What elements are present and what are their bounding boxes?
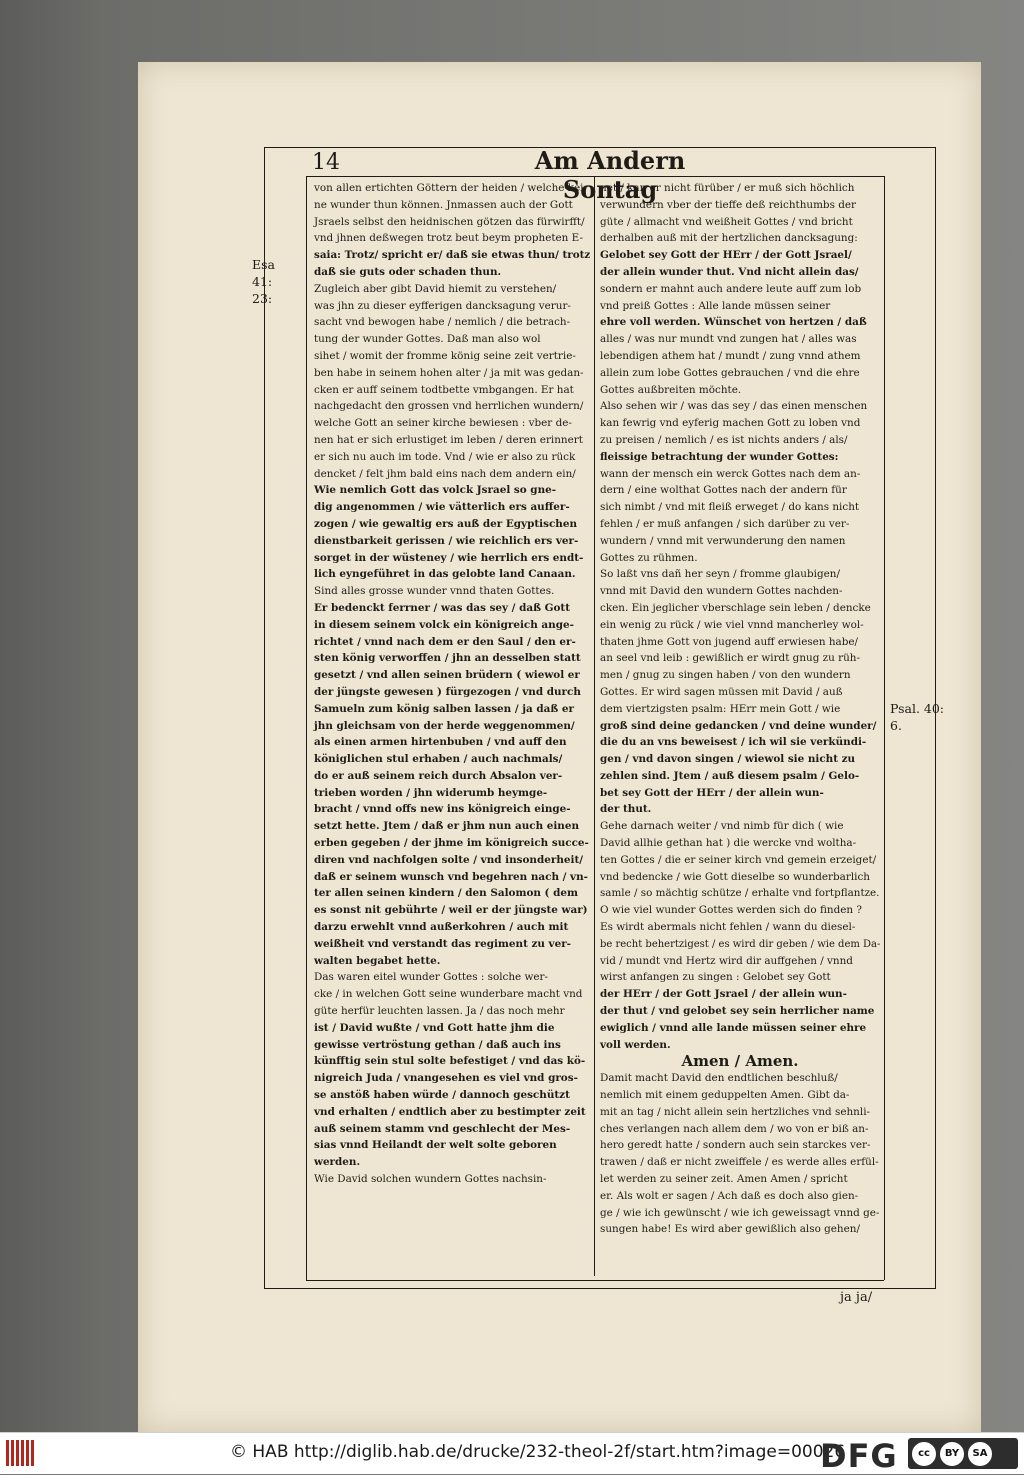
text-line: nemlich mit einem geduppelten Amen. Gibt da-: [600, 1089, 850, 1102]
running-head: Am Andern Sontag: [534, 146, 686, 204]
text-line: be recht behertzigest / es wird dir geben / wie dem Da-: [600, 937, 881, 950]
text-line: net / kan er nicht fürüber / er muß sich höchlich: [600, 182, 855, 194]
dfg-logo: DFG: [820, 1437, 898, 1475]
text-line: der thut.: [600, 803, 652, 816]
text-line: vnnd mit David den wundern Gottes nachden-: [600, 585, 843, 598]
text-line: groß sind deine gedancken / vnd deine wunder/: [600, 719, 877, 732]
text-line: ge / wie ich gewünscht / wie ich geweissagt vnnd ge-: [600, 1206, 880, 1219]
text-line: güte / allmacht vnd weißheit Gottes / vnd bricht: [600, 215, 853, 228]
bottom-rule: [306, 1280, 884, 1281]
text-line: dern / eine wolthat Gottes nach der andern für: [600, 484, 847, 497]
text-line: zu preisen / nemlich / es ist nichts anders / als/: [600, 433, 848, 446]
text-line: sias vnnd Heilandt der welt solte geboren: [314, 1139, 557, 1152]
right-column-rule: [884, 176, 885, 1280]
text-line: So laßt vns dañ her seyn / fromme glaubigen/: [600, 568, 840, 581]
text-line: men / gnug zu singen haben / von den wundern: [600, 669, 851, 682]
sa-icon: SA: [968, 1442, 992, 1466]
text-line: dienstbarkeit gerissen / wie reichlich ers ver-: [314, 534, 579, 547]
text-line: künfftig sein stul solte befestiget / vnd das kö-: [314, 1055, 586, 1068]
text-line: lich eyngeführet in das gelobte land Canaan.: [314, 568, 576, 581]
text-line: walten begabet hette.: [314, 954, 441, 967]
by-icon: BY: [940, 1442, 964, 1466]
left-column-rule: [306, 176, 307, 1280]
text-line: sich nimbt / vnd mit fleiß erweget / do kans nicht: [600, 501, 860, 514]
margin-note-left: Esa 41: 23:: [252, 257, 275, 306]
text-line: alles / was nur mundt vnd zungen hat / alles was: [600, 333, 857, 346]
text-line: dem viertzigsten psalm: HErr mein Gott / wie: [600, 702, 841, 715]
text-line: Sind alles grosse wunder vnnd thaten Gottes.: [314, 585, 555, 598]
text-line: Samueln zum könig salben lassen / ja daß er: [314, 702, 574, 715]
page-number: 14: [312, 150, 340, 175]
text-line: ein wenig zu rück / wie viel vnnd mancherley wol-: [600, 618, 864, 631]
text-line: der allein wunder thut. Vnd nicht allein das/: [600, 265, 859, 278]
column-divider: [594, 176, 595, 1276]
text-line: nachgedacht den grossen vnd herrlichen wundern/: [314, 400, 584, 413]
cc-license-badge[interactable]: [908, 1438, 1018, 1469]
text-line: setzt hette. Jtem / daß er jhm nun auch einen: [314, 820, 580, 833]
text-line: er. Als wolt er sagen / Ach daß es doch also gien-: [600, 1189, 859, 1202]
text-line: Gottes außbreiten möchte.: [600, 383, 742, 396]
text-line: se anstöß haben würde / dannoch geschützt: [314, 1089, 570, 1102]
cc-icon: cc: [912, 1442, 936, 1466]
text-line: cke / in welchen Gott seine wunderbare macht vnd: [314, 988, 583, 1001]
text-line: trawen / daß er nicht zweiffele / es werde alles erfül-: [600, 1156, 879, 1169]
text-line: sihet / womit der fromme könig seine zeit vertrie-: [314, 349, 576, 362]
text-line: güte herfür leuchten lassen. Ja / das noch mehr: [314, 1005, 565, 1018]
text-line: cken er auff seinem todtbette vmbgangen. Er hat: [314, 383, 574, 396]
text-line: er sich nu auch im tode. Vnd / wie er also zu rück: [314, 450, 576, 463]
text-line: Damit macht David den endtlichen beschluß/: [600, 1072, 838, 1085]
text-line: do er auß seinem reich durch Absalon ver-: [314, 769, 563, 782]
text-line: kan fewrig vnd eyferig machen Gott zu loben vnd: [600, 417, 861, 430]
text-line: ches verlangen nach allem dem / wo von er biß an-: [600, 1122, 869, 1135]
text-line: samle / so mächtig schütze / erhalte vnd fortpflantze.: [600, 887, 880, 900]
text-line: es sonst nit gebührte / weil er der jüngste war): [314, 904, 588, 917]
text-line: daß sie guts oder schaden thun.: [314, 265, 502, 278]
text-line: sungen habe! Es wird aber gewißlich also gehen/: [600, 1223, 860, 1236]
text-line: Jsraels selbst den heidnischen götzen das fürwirfft/: [314, 215, 585, 228]
text-line: fleissige betrachtung der wunder Gottes:: [600, 450, 839, 463]
text-line: daß er seinem wunsch vnd begehren nach / vn-: [314, 870, 588, 883]
text-line: tung der wunder Gottes. Daß man also wol: [314, 333, 541, 346]
text-line: vnd jhnen deßwegen trotz beut beym propheten E-: [314, 232, 583, 245]
text-line: dig angenommen / wie vätterlich ers auffer-: [314, 501, 570, 514]
text-line: nen hat er sich erlustiget im leben / deren erinnert: [314, 433, 583, 446]
text-line: Er bedenckt ferrner / was das sey / daß Gott: [314, 601, 571, 614]
text-line: lebendigen athem hat / mundt / zung vnnd athem: [600, 349, 861, 362]
text-line: Amen / Amen.: [681, 1052, 799, 1071]
text-line: vnd erhalten / endtlich aber zu bestimpter zeit: [314, 1105, 586, 1118]
text-line: darzu erwehlt vnnd außerkohren / auch mit: [314, 921, 569, 934]
text-line: sten könig verworffen / jhn an desselben statt: [314, 652, 581, 665]
text-line: thaten jhme Gott von jugend auff erwiesen habe/: [600, 635, 859, 648]
text-line: wundern / vnnd mit verwunderung den namen: [600, 534, 846, 547]
text-line: der HErr / der Gott Jsrael / der allein wun-: [600, 988, 847, 1001]
text-line: trieben worden / jhn widerumb heymge-: [314, 786, 548, 799]
copyright-link[interactable]: © HAB http://diglib.hab.de/drucke/232-theol-2f/start.htm?image=00026: [230, 1442, 846, 1462]
text-line: dencket / felt jhm bald eins nach dem andern ein/: [314, 467, 576, 480]
text-line: gewisse vertröstung gethan / daß auch ins: [314, 1038, 561, 1051]
text-line: ben habe in seinem hohen alter / ja mit was gedan-: [314, 366, 584, 379]
text-line: Es wirdt abermals nicht fehlen / wann du diesel-: [600, 921, 856, 934]
text-line: jhn gleichsam von der herde weggenommen/: [314, 719, 575, 732]
text-line: saia: Trotz/ spricht er/ daß sie etwas thun/ trotz: [314, 249, 591, 262]
text-line: wirst anfangen zu singen : Gelobet sey Gott: [600, 971, 831, 984]
text-line: sorget in der wüsteney / wie herrlich ers endt-: [314, 551, 584, 564]
text-line: gen / vnd davon singen / wiewol sie nicht zu: [600, 753, 856, 766]
text-line: von allen ertichten Göttern der heiden / welche kei-: [314, 182, 588, 194]
text-line: derhalben auß mit der hertzlichen dancksagung:: [600, 232, 858, 245]
viewer-footer: [0, 1432, 1024, 1474]
text-line: weißheit vnd verstandt das regiment zu ver-: [314, 937, 571, 950]
text-line: cken. Ein jeglicher vberschlage sein leben / dencke: [600, 601, 871, 614]
text-line: Wie David solchen wundern Gottes nachsin-: [314, 1173, 547, 1186]
text-line: der thut / vnd gelobet sey sein herrlicher name: [600, 1005, 875, 1018]
text-line: fehlen / er muß anfangen / sich darüber zu ver-: [600, 517, 850, 530]
text-line: als einen armen hirtenbuben / vnd auff den: [314, 736, 567, 749]
text-line: hero geredt hatte / sondern auch sein starckes ver-: [600, 1139, 871, 1152]
text-line: Also sehen wir / was das sey / das einen menschen: [600, 400, 868, 413]
text-line: königlichen stul erhaben / auch nachmals/: [314, 753, 563, 766]
text-line: was jhn zu dieser eyfferigen dancksagung verur-: [314, 299, 571, 312]
text-line: wann der mensch ein werck Gottes nach dem an-: [600, 467, 861, 480]
catchword: ja ja/: [840, 1290, 873, 1305]
text-line: Wie nemlich Gott das volck Jsrael so gne-: [314, 484, 557, 497]
text-line: zehlen sind. Jtem / auß diesem psalm / Gelo-: [600, 769, 860, 782]
text-line: sondern er mahnt auch andere leute auff zum lob: [600, 282, 862, 295]
text-line: die du an vns beweisest / ich wil sie verkündi-: [600, 736, 867, 749]
text-line: auß seinem stamm vnd geschlecht der Mes-: [314, 1122, 571, 1135]
text-line: allein zum lobe Gottes gebrauchen / vnd die ehre: [600, 366, 860, 379]
text-line: diren vnd nachfolgen solte / vnd insonderheit/: [314, 853, 584, 866]
text-line: vnd preiß Gottes : Alle lande müssen seiner: [600, 299, 831, 312]
text-line: Gottes zu rühmen.: [600, 551, 698, 564]
text-column-right: [600, 180, 880, 1238]
margin-note-right: Psal. 40: 6.: [890, 701, 945, 733]
text-line: vid / mundt vnd Hertz wird dir auffgehen / vnnd: [600, 954, 853, 967]
text-line: bet sey Gott der HErr / der allein wun-: [600, 786, 824, 799]
text-line: ewiglich / vnnd alle lande müssen seiner ehre: [600, 1021, 867, 1034]
text-line: zogen / wie gewaltig ers auß der Egyptischen: [314, 517, 577, 530]
text-line: werden.: [314, 1156, 361, 1169]
text-line: bracht / vnnd offs new ins königreich einge-: [314, 803, 571, 816]
text-line: richtet / vnnd nach dem er den Saul / den er-: [314, 635, 576, 648]
text-line: nigreich Juda / vnangesehen es viel vnd gros-: [314, 1072, 578, 1085]
text-line: let werden zu seiner zeit. Amen Amen / spricht: [600, 1173, 848, 1186]
text-line: Gelobet sey Gott der HErr / der Gott Jsrael/: [600, 249, 852, 262]
text-line: gesetzt / vnd allen seinen brüdern ( wiewol er: [314, 669, 580, 682]
text-line: O wie viel wunder Gottes werden sich do finden ?: [600, 904, 862, 917]
text-line: erben gegeben / der jhme im königreich succe-: [314, 837, 589, 850]
text-line: vnd bedencke / wie Gott dieselbe so wunderbarlich: [600, 870, 870, 883]
text-line: welche Gott an seiner kirche bewiesen : vber de-: [314, 417, 572, 430]
text-line: David allhie gethan hat ) die wercke vnd woltha-: [600, 837, 857, 850]
text-line: verwundern vber der tieffe deß reichthumbs der: [600, 198, 856, 211]
text-line: an seel vnd leib : gewißlich er wirdt gnug zu rüh-: [600, 652, 860, 665]
text-line: in diesem seinem volck ein königreich ange-: [314, 618, 574, 631]
text-line: ehre voll werden. Wünschet von hertzen / daß: [600, 316, 867, 329]
text-line: der jüngste gewesen ) fürgezogen / vnd durch: [314, 685, 581, 698]
text-line: sacht vnd bewogen habe / nemlich / die betrach-: [314, 316, 571, 329]
text-line: ten Gottes / die er seiner kirch vnd gemein erzeiget/: [600, 853, 877, 866]
text-column-left: [314, 180, 590, 1188]
text-line: Zugleich aber gibt David hiemit zu verstehen/: [314, 282, 557, 295]
text-line: Gehe darnach weiter / vnd nimb für dich ( wie: [600, 820, 844, 833]
barcode-icon: [6, 1440, 36, 1466]
text-line: ist / David wußte / vnd Gott hatte jhm die: [314, 1021, 555, 1034]
text-line: mit an tag / nicht allein sein hertzliches vnd sehnli-: [600, 1105, 871, 1118]
text-line: voll werden.: [600, 1038, 671, 1051]
text-line: ne wunder thun können. Jnmassen auch der Gott: [314, 198, 573, 211]
text-line: Das waren eitel wunder Gottes : solche wer-: [314, 971, 549, 984]
text-line: ter allen seinen kindern / den Salomon ( dem: [314, 887, 578, 900]
text-line: Gottes. Er wird sagen müssen mit David / auß: [600, 685, 843, 698]
